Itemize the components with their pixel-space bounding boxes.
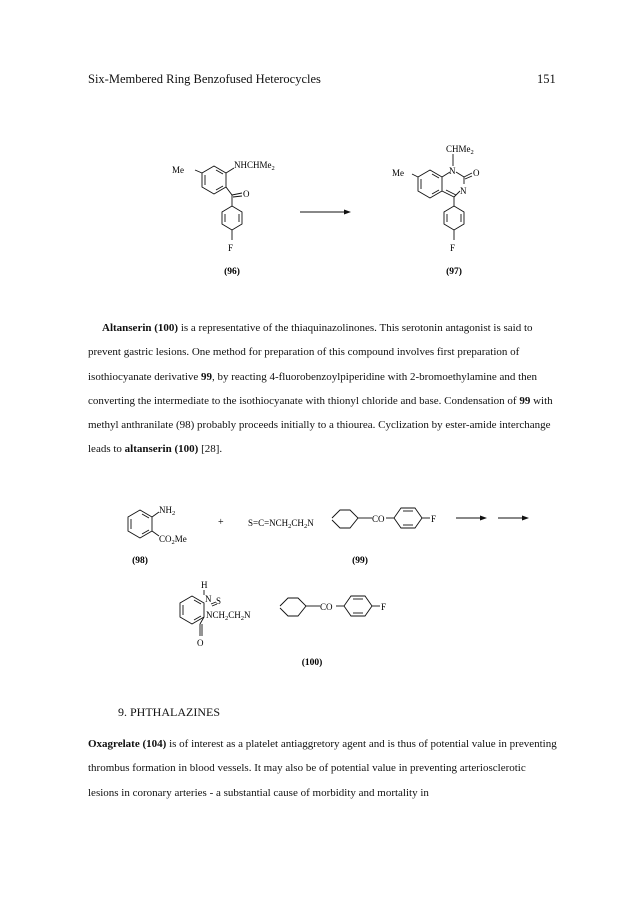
- paragraph-text: is a representative of the thiaquinazolinones. This serotonin antagonist is said to prevent gastric lesions. One method for preparation of this compound involves first preparation of isothiocyanate derivative: [88, 322, 533, 383]
- running-title: Six-Membered Ring Benzofused Heterocycles: [88, 72, 321, 86]
- compound-ref: 99: [519, 394, 531, 407]
- compound-97-label: (97): [446, 267, 462, 277]
- reaction-scheme-altanserin: [110, 492, 550, 672]
- reaction-arrow-2: [498, 516, 529, 521]
- altanserin-name: altanserin (100): [124, 443, 199, 456]
- compound-ref: 99: [201, 370, 213, 383]
- plus-sign: +: [218, 517, 224, 528]
- compound-99-label: (99): [352, 556, 368, 566]
- paragraph-text: with methyl anthranilate (98) probably proceeds initially to a thiourea. Cyclization by ester-amide interchange leads to: [88, 394, 553, 456]
- reaction-arrow-1: [456, 516, 487, 521]
- hydrogen-label: H: [201, 580, 208, 590]
- fluorine-label-97: F: [450, 243, 456, 253]
- reaction-arrow: [300, 210, 351, 215]
- methyl-label-97: Me: [392, 168, 404, 178]
- reaction-scheme-96-97: [150, 140, 490, 280]
- page-number: 151: [537, 72, 556, 86]
- ester-label: $CO_2Me$: [159, 534, 187, 546]
- paragraph-altanserin: [88, 316, 558, 462]
- isopropyl-label: CHMe$_2$: [446, 144, 474, 156]
- carbonyl-oxygen-label: O: [243, 189, 250, 199]
- oxygen-label-100: O: [197, 638, 204, 648]
- compound-96-label: (96): [224, 267, 240, 277]
- paragraph-text: is of interest as a platelet antiaggretory agent and is thus of potential value in preventing thrombus formation in blood vessels. It may also be of potential value in preventing arteriosclerotic lesions in coronary arteries - a substantial cause of morbidity and mortality in: [88, 738, 557, 799]
- amine-label-98: $NH_2$: [159, 505, 176, 517]
- structure-98: [128, 510, 159, 538]
- fluorine-label-100: F: [381, 602, 387, 612]
- ring-nitrogen-1: N: [449, 166, 456, 176]
- section-heading: 9. PHTHALAZINES: [118, 705, 220, 719]
- paragraph-text: [28].: [198, 443, 223, 456]
- ring-nitrogen-3: N: [460, 186, 467, 196]
- side-chain-label-100: $NCH_2CH_2N$: [206, 610, 251, 622]
- methyl-label: Me: [172, 165, 184, 175]
- oxagrelate-name: Oxagrelate (104): [88, 738, 167, 750]
- paragraph-oxagrelate: [88, 732, 558, 805]
- structure-97: [412, 154, 472, 240]
- fluorine-label: F: [228, 243, 234, 253]
- ring-oxygen-label: O: [473, 168, 480, 178]
- compound-98-label: (98): [132, 556, 148, 566]
- compound-100-label: (100): [301, 658, 323, 668]
- carbonyl-label-100: CO: [320, 602, 333, 612]
- structure-96: [195, 166, 242, 240]
- amine-label: NHCHMe$_2$: [234, 160, 275, 172]
- isothiocyanate-chain: $S=C=NCH_2CH_2N$: [248, 518, 314, 530]
- carbonyl-label-99: CO: [372, 514, 385, 524]
- fluorine-label-99: F: [431, 514, 437, 524]
- thione-sulfur-label: S: [216, 596, 222, 606]
- paragraph-text: , by reacting 4-fluorobenzoylpiperidine with 2-bromoethylamine and then converting the intermediate to the isothiocyanate with thionyl chloride and base. Condensation of: [88, 370, 538, 407]
- ring-nitrogen-100: N: [205, 594, 212, 604]
- altanserin-name: Altanserin (100): [102, 322, 179, 334]
